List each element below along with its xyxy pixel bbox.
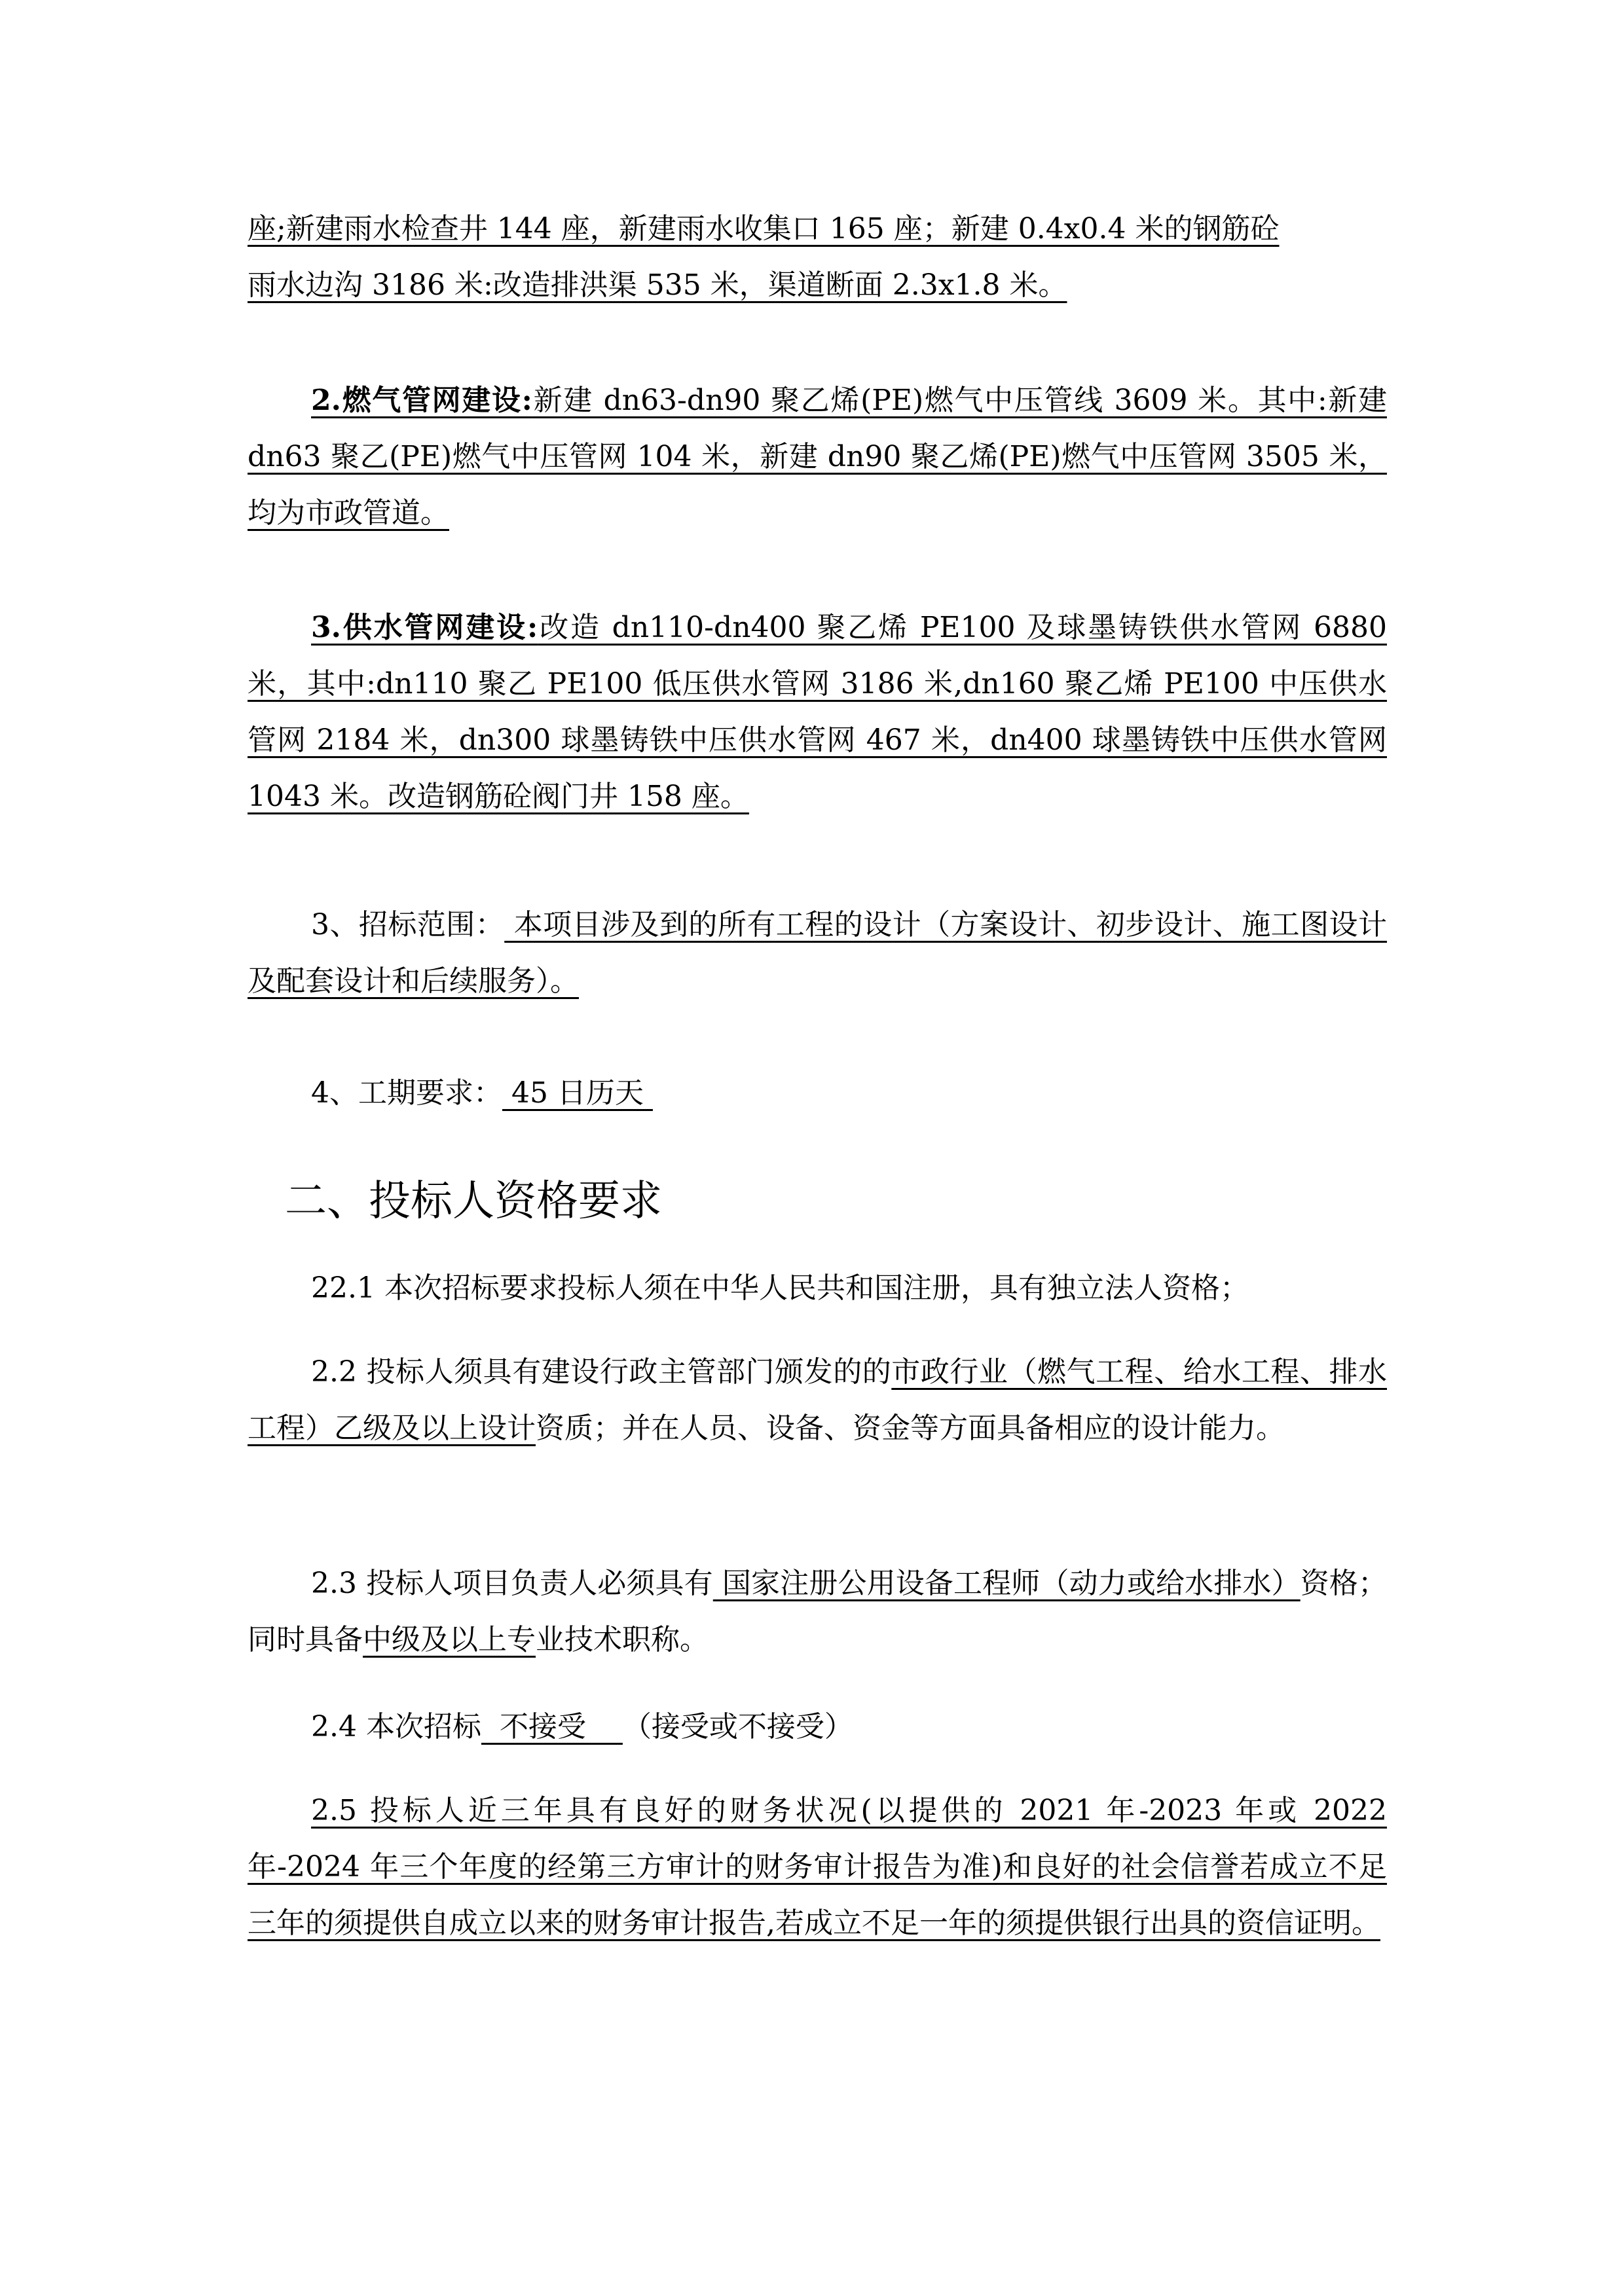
requirement-2-3-mid: 资格；同时具备 <box>248 1567 1387 1656</box>
requirement-2-3-prefix: 2.3 投标人项目负责人必须具有 <box>311 1567 713 1600</box>
requirement-2-5-text: 2.5 投标人近三年具有良好的财务状况(以提供的 2021 年-2023 年或 2022年-2024 年三个年度的经第三方审计的财务审计报告为准)和良好的社会信誉若成立不足三年的须提供自成立以来的财务审计报告,若成立不足一年的须提供银行出具的资信证明。 <box>248 1794 1387 1940</box>
requirement-2-4 <box>248 1699 1387 1755</box>
requirement-2-2 <box>248 1344 1387 1457</box>
section-heading-bidder-requirements: 二、投标人资格要求 <box>285 1177 662 1226</box>
requirement-2-3 <box>248 1556 1387 1668</box>
requirement-2-3-title-level: 中级及以上专 <box>363 1623 536 1656</box>
drainage-paragraph <box>248 201 1387 314</box>
requirement-2-2-qualification: 市政行业（燃气工程、给水工程、排水工程）乙级及以上设计 <box>248 1355 1387 1445</box>
requirement-2-5 <box>248 1783 1387 1952</box>
gas-network-text: 新建 dn63-dn90 聚乙烯(PE)燃气中压管线 3609 米。其中:新建 dn63 聚乙(PE)燃气中压管网 104 米，新建 dn90 聚乙烯(PE)燃气中压管网 3505 米，均为市政管道。 <box>248 384 1387 530</box>
gas-network-label: 2.燃气管网建设: <box>311 384 532 417</box>
drainage-line-2: 雨水边沟 3186 米:改造排洪渠 535 米，渠道断面 2.3x1.8 米。 <box>248 268 1067 302</box>
construction-period-value: 45 日历天 <box>502 1076 653 1110</box>
construction-period-paragraph <box>248 1065 1387 1121</box>
requirement-2-2-prefix: 2.2 投标人须具有建设行政主管部门颁发的的 <box>311 1355 892 1389</box>
water-network-label: 3.供水管网建设: <box>311 611 538 644</box>
requirement-2-2-suffix: 资质；并在人员、设备、资金等方面具备相应的设计能力。 <box>536 1412 1285 1445</box>
requirement-2-1: 22.1 本次招标要求投标人须在中华人民共和国注册，具有独立法人资格； <box>311 1271 1249 1305</box>
requirement-2-3-engineer: 国家注册公用设备工程师（动力或给水排水） <box>712 1567 1301 1600</box>
water-network-paragraph <box>248 600 1387 825</box>
bidding-scope-paragraph <box>248 897 1387 1010</box>
water-network-text: 改造 dn110-dn400 聚乙烯 PE100 及球墨铸铁供水管网 6880 米，其中:dn110 聚乙 PE100 低压供水管网 3186 米,dn160 聚乙烯 PE100 中压供水管网 2184 米，dn300 球墨铸铁中压供水管网 467 米，dn400 球墨铸铁中压供水管网 1043 米。改造钢筋砼阀门井 158 座。 <box>248 611 1387 813</box>
requirement-2-4-value: 不接受 <box>481 1710 623 1743</box>
requirement-2-3-suffix: 业技术职称。 <box>536 1623 709 1656</box>
requirement-2-4-suffix: （接受或不接受） <box>622 1710 853 1743</box>
drainage-line-1: 座;新建雨水检查井 144 座，新建雨水收集口 165 座；新建 0.4x0.4 米的钢筋砼 <box>248 212 1280 246</box>
requirement-2-4-prefix: 2.4 本次招标 <box>311 1710 481 1743</box>
bidding-scope-value: 本项目涉及到的所有工程的设计（方案设计、初步设计、施工图设计及配套设计和后续服务）。 <box>248 908 1387 998</box>
bidding-scope-label: 3、招标范围： <box>311 908 505 941</box>
construction-period-label: 4、工期要求： <box>311 1076 502 1110</box>
gas-network-paragraph <box>248 373 1387 541</box>
